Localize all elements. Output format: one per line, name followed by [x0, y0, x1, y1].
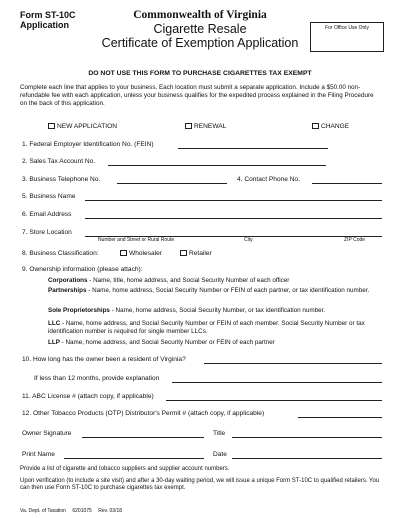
verification-note: Upon verification (to include a site visit) and after a 30-day waiting period, we will issue a unique Form ST-10C to qualified retailers. You can then use Form ST-10C to purchase cigarettes tax exempt.	[20, 478, 380, 492]
input-q12[interactable]	[298, 417, 382, 418]
intro-text: Complete each line that applies to your business. Each location must submit a separate application. Include a $50.00 non-refundable fee with each application, unless your business qualifies for the expedited process explained in the Filing Procedure on the back of this application.	[20, 84, 374, 108]
office-use-label: For Office Use Only	[325, 25, 369, 31]
checkbox[interactable]	[48, 123, 55, 129]
input-owner-signature[interactable]	[82, 437, 204, 438]
label-fein: 1. Federal Employer Identification No. (FEIN)	[22, 141, 154, 148]
label-classification: 8. Business Classification:	[22, 250, 99, 257]
input-sales-tax[interactable]	[108, 165, 326, 166]
checkbox[interactable]	[180, 250, 187, 256]
office-use-box	[310, 22, 384, 52]
input-q11[interactable]	[166, 400, 382, 401]
label-q10: 10. How long has the owner been a resident of Virginia?	[22, 356, 186, 363]
checkbox[interactable]	[312, 123, 319, 129]
checkbox-wholesaler[interactable]	[120, 250, 162, 258]
footer-dept-name: Va. Dept. of Taxation	[20, 508, 66, 514]
input-phone[interactable]	[117, 183, 227, 184]
label-q10b: If less than 12 months, provide explanation	[34, 375, 160, 382]
label-ownership: 9. Ownership information (please attach):	[22, 266, 143, 273]
label-new-application: NEW APPLICATION	[57, 123, 117, 130]
ownership-corporations	[48, 277, 382, 285]
title-line2: Cigarette Resale	[153, 22, 247, 36]
label-print-name: Print Name	[22, 451, 55, 458]
input-print-name[interactable]	[64, 458, 204, 459]
input-business-name[interactable]	[85, 200, 382, 201]
warning: DO NOT USE THIS FORM TO PURCHASE CIGARETTES TAX EXEMPT	[88, 70, 312, 77]
label-title: Title	[213, 430, 226, 437]
label-store-location: 7. Store Location	[22, 229, 72, 236]
checkbox-new-application[interactable]	[48, 123, 117, 131]
input-q10b[interactable]	[172, 382, 382, 383]
checkbox-change[interactable]	[312, 123, 349, 131]
ownership-partnerships	[48, 287, 382, 295]
ownership-text: - Name, home address, and Social Security Number or FEIN of each partner	[59, 339, 275, 346]
label-q12: 12. Other Tobacco Products (OTP) Distributor's Permit # (attach copy, if applicable)	[22, 410, 265, 417]
ownership-text: - Name, title, home address, and Social Security Number of each officer	[87, 277, 290, 284]
label-change: CHANGE	[321, 123, 350, 130]
ownership-label: LLP	[48, 339, 60, 346]
sub-zip: ZIP Code	[344, 237, 366, 243]
ownership-text: - Name, home address, and Social Security Number or FEIN of each member. Social Security Number or tax identification number is required for single member LLCs.	[48, 320, 365, 336]
footer-dept	[20, 508, 122, 514]
label-renewal: RENEWAL	[194, 123, 227, 130]
footer-code: 6201075	[72, 508, 92, 514]
label-wholesaler: Wholesaler	[129, 250, 162, 257]
form-id	[20, 10, 76, 30]
input-title[interactable]	[232, 437, 382, 438]
ownership-text: - Name, home address, Social Security Number or FEIN of each partner, or tax identification number.	[86, 287, 370, 294]
ownership-label: Corporations	[48, 277, 88, 284]
label-sales-tax: 2. Sales Tax Account No.	[22, 158, 96, 165]
label-retailer: Retailer	[189, 250, 212, 257]
form-title	[80, 9, 320, 50]
title-line3: Certificate of Exemption Application	[101, 36, 299, 50]
checkbox-retailer[interactable]	[180, 250, 212, 258]
ownership-label: LLC	[48, 320, 61, 327]
supplier-note: Provide a list of cigarette and tobacco suppliers and supplier account numbers.	[20, 466, 230, 472]
checkbox-renewal[interactable]	[185, 123, 226, 131]
label-email: 6. Email Address	[22, 211, 72, 218]
input-email[interactable]	[85, 218, 382, 219]
ownership-text: - Name, home address, Social Security Number, or tax identification number.	[109, 307, 326, 314]
title-line1: Commonwealth of Virginia	[133, 9, 267, 21]
sub-street: Number and Street or Rural Route	[98, 237, 175, 243]
label-contact-phone: 4. Contact Phone No.	[237, 176, 301, 183]
label-business-name: 5. Business Name	[22, 193, 76, 200]
ownership-label: Sole Proprietorships	[48, 307, 110, 314]
input-fein[interactable]	[178, 148, 328, 149]
label-q11: 11. ABC License # (attach copy, if applicable)	[22, 393, 154, 400]
checkbox[interactable]	[185, 123, 192, 129]
form-id-line1: Form ST-10C	[20, 10, 76, 20]
sub-city: City	[244, 237, 253, 243]
ownership-llp	[48, 339, 382, 347]
form-id-line2: Application	[20, 20, 69, 30]
ownership-llc	[48, 320, 382, 336]
ownership-label: Partnerships	[48, 287, 87, 294]
ownership-sole-proprietorships	[48, 307, 382, 315]
label-phone: 3. Business Telephone No.	[22, 176, 101, 183]
input-q10[interactable]	[204, 363, 382, 364]
label-date: Date	[213, 451, 227, 458]
checkbox[interactable]	[120, 250, 127, 256]
input-date[interactable]	[232, 458, 382, 459]
label-owner-signature: Owner Signature	[22, 430, 72, 437]
input-contact-phone[interactable]	[312, 183, 382, 184]
footer-rev: Rev. 03/18	[98, 508, 123, 514]
